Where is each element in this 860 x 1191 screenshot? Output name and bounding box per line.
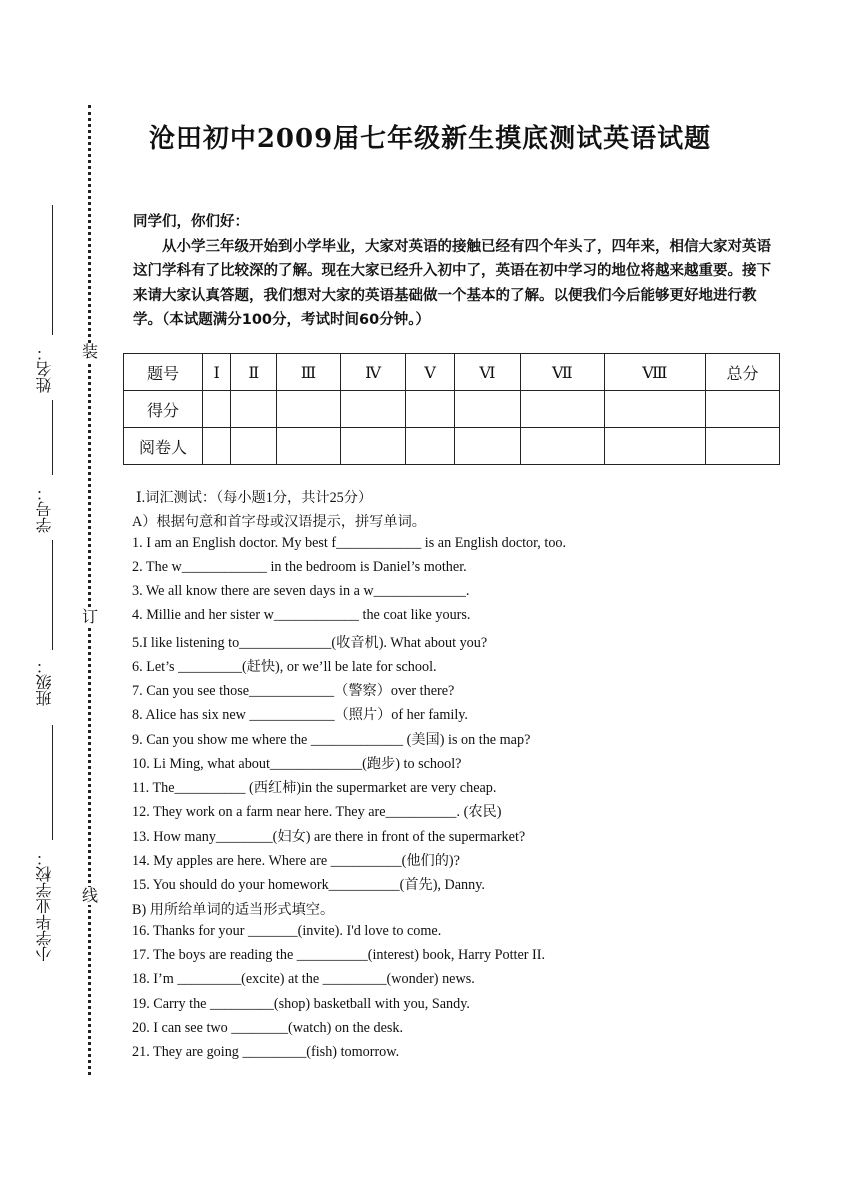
question: 14. My apples are here. Where are __________(他们的)?: [132, 853, 460, 869]
score-cell: [203, 391, 231, 428]
score-cell: [231, 391, 277, 428]
name-label: 姓名：: [35, 345, 54, 393]
header-cell: Ⅲ: [277, 354, 341, 391]
header-cell: Ⅴ: [406, 354, 455, 391]
part-b-instruction: B) 用所给单词的适当形式填空。: [132, 902, 335, 918]
grader-cell: [340, 428, 406, 465]
part-a-instruction: A）根据句意和首字母或汉语提示，拼写单词。: [132, 514, 426, 530]
header-cell: Ⅵ: [454, 354, 520, 391]
student-number-label: 学号：: [35, 485, 54, 533]
grader-cell: [604, 428, 705, 465]
question: 5.I like listening to_____________(收音机). What about you?: [132, 635, 488, 651]
grader-cell: [277, 428, 341, 465]
question: 7. Can you see those____________（警察）over there?: [132, 683, 455, 699]
intro-greeting: 同学们，你们好：: [133, 214, 249, 230]
binding-mark-xian: 线: [82, 886, 99, 905]
binding-mark-zhuang: 装: [82, 342, 99, 361]
class-label: 班级：: [35, 658, 54, 706]
question: 13. How many________(妇女) are there in front of the supermarket?: [132, 829, 526, 845]
score-cell: [604, 391, 705, 428]
header-cell: 题号: [124, 354, 203, 391]
question: 12. They work on a farm near here. They are__________. (农民): [132, 804, 502, 820]
question: 8. Alice has six new ____________（照片）of her family.: [132, 707, 468, 723]
score-table: [123, 353, 780, 465]
grader-cell: [454, 428, 520, 465]
student-number-blank-line: [52, 400, 53, 475]
grader-cell: [706, 428, 780, 465]
grader-cell: [520, 428, 604, 465]
question: 16. Thanks for your _______(invite). I'd love to come.: [132, 923, 442, 939]
class-blank-line: [52, 540, 53, 650]
score-cell: [406, 391, 455, 428]
grader-row: [124, 428, 780, 465]
question: 21. They are going _________(fish) tomorrow.: [132, 1044, 400, 1060]
header-cell: Ⅰ: [203, 354, 231, 391]
grader-cell: [203, 428, 231, 465]
score-cell: [520, 391, 604, 428]
header-cell: Ⅶ: [520, 354, 604, 391]
question: 11. The__________ (西红柿)in the supermarket are very cheap.: [132, 780, 497, 796]
school-label: 小学毕业学校：: [35, 850, 54, 962]
question: 3. We all know there are seven days in a w_____________.: [132, 583, 470, 599]
binding-mark-ding: 订: [82, 607, 99, 626]
question: 17. The boys are reading the __________(interest) book, Harry Potter II.: [132, 947, 546, 963]
intro-block: [133, 210, 778, 333]
question: 1. I am an English doctor. My best f____________ is an English doctor, too.: [132, 535, 567, 551]
question: 18. I’m _________(excite) at the _________(wonder) news.: [132, 971, 475, 987]
row-label: 阅卷人: [124, 428, 203, 465]
name-blank-line: [52, 205, 53, 335]
score-table-header: [124, 354, 780, 391]
section-heading: Ⅰ.词汇测试：（每小题1分，共计25分）: [136, 490, 373, 506]
question: 4. Millie and her sister w____________ the coat like yours.: [132, 607, 471, 623]
score-cell: [340, 391, 406, 428]
score-cell: [706, 391, 780, 428]
grader-cell: [406, 428, 455, 465]
header-cell: Ⅳ: [340, 354, 406, 391]
score-row: [124, 391, 780, 428]
question: 10. Li Ming, what about_____________(跑步) to school?: [132, 756, 462, 772]
question: 19. Carry the _________(shop) basketball with you, Sandy.: [132, 996, 470, 1012]
question: 6. Let’s _________(赶快), or we’ll be late for school.: [132, 659, 437, 675]
question: 15. You should do your homework__________(首先), Danny.: [132, 877, 485, 893]
question: 9. Can you show me where the _____________ (美国) is on the map?: [132, 732, 531, 748]
header-cell: Ⅱ: [231, 354, 277, 391]
score-cell: [277, 391, 341, 428]
row-label: 得分: [124, 391, 203, 428]
grader-cell: [231, 428, 277, 465]
header-cell: Ⅷ: [604, 354, 705, 391]
page-title: 沧田初中2009届七年级新生摸底测试英语试题: [148, 124, 712, 154]
header-cell: 总分: [706, 354, 780, 391]
binding-dotted-line: [88, 105, 91, 1075]
score-cell: [454, 391, 520, 428]
question: 2. The w____________ in the bedroom is Daniel’s mother.: [132, 559, 467, 575]
school-blank-line: [52, 725, 53, 840]
question: 20. I can see two ________(watch) on the desk.: [132, 1020, 404, 1036]
intro-body: 从小学三年级开始到小学毕业，大家对英语的接触已经有四个年头了，四年来，相信大家对英语这门学科有了比较深的了解。现在大家已经升入初中了，英语在初中学习的地位将越来越重要。接下来请大家认真答题，我们想对大家的英语基础做一个基本的了解。以便我们今后能够更好地进行教学。（本试题满分100分，考试时间60分钟。）: [133, 238, 771, 328]
